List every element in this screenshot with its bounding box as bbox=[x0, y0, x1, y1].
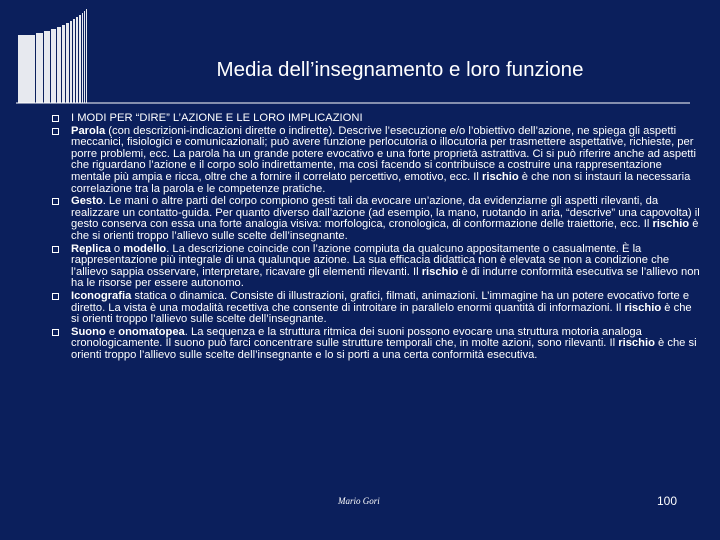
page-number: 100 bbox=[657, 494, 678, 508]
item-text: o bbox=[110, 242, 124, 255]
bullet-item bbox=[52, 327, 702, 362]
item-text: è che si orienti troppo l’allievo sulle scelte dell’insegnante. bbox=[71, 218, 699, 242]
item-text: . Le mani o altre parti del corpo compiono gesti tali da evocare un’azione, da evidenziarne gli aspetti rilevanti, da realizzare un contatto-guida. Per quanto diverso dall’azione (ad esempio, la mano, ruotando in aria, “descrive” una capovolta) il gesto conserva con essa una forte analogia visiva: morfologica, cronologica, di conformazione delle traiettorie, ecc. Il bbox=[71, 195, 700, 231]
square-bullet-icon bbox=[52, 128, 59, 135]
item-text: I MODI PER “DIRE” L’AZIONE E LE LORO IMPLICAZIONI bbox=[71, 112, 363, 124]
slide-title: Media dell’insegnamento e loro funzione bbox=[216, 58, 584, 81]
footer-author: Mario Gori bbox=[338, 496, 380, 506]
bold-term: modello bbox=[123, 242, 167, 255]
bold-term: Gesto bbox=[71, 195, 103, 208]
square-bullet-icon bbox=[52, 246, 59, 253]
item-text: è che non si instauri la necessaria correlazione tra la parola e le competenze pratiche. bbox=[71, 170, 691, 195]
item-text: e bbox=[105, 325, 119, 338]
bullet-item bbox=[52, 244, 702, 290]
item-text: è che si orienti troppo l’allievo sulle scelte dell’insegnante. bbox=[71, 301, 692, 326]
item-text: (con descrizioni-indicazioni dirette o indirette). Descrive l’esecuzione e/o l’obiettivo dell’azione, ne spiega gli aspetti meccanici, fisiologici e comunicazionali; può avere funzione perlocutoria o illocutoria per trasmettere aspettative, richieste, per porre problemi, ecc. La parola ha un grande potere evocativo e una forte proprietà astrattiva. Ci si può riferire anche ad aspetti che riguardano l’azione e il corpo solo indirettamente, ma così facendo si contribuisce a costruire una rappresentazione mentale più ampia e ricca, oltre che a fornire il correlato percettivo, emotivo, ecc. Il bbox=[71, 124, 696, 183]
bullet-list bbox=[52, 113, 702, 362]
bold-term: rischio bbox=[652, 218, 690, 231]
bullet-item bbox=[52, 291, 702, 326]
bullet-item bbox=[52, 113, 702, 125]
bold-term: rischio bbox=[421, 265, 459, 278]
square-bullet-icon bbox=[52, 115, 59, 122]
bold-term: Parola bbox=[71, 124, 106, 137]
square-bullet-icon bbox=[52, 293, 59, 300]
bold-term: Suono bbox=[71, 325, 106, 338]
bullet-item bbox=[52, 196, 702, 242]
bold-term: onomatopea bbox=[118, 325, 185, 338]
square-bullet-icon bbox=[52, 198, 59, 205]
item-text: . La sequenza e la struttura ritmica dei suoni possono evocare una struttura motoria analoga cronologicamente. Il suono può farci concentrare sulle strutture temporali che, in molte azioni, sono rilevanti. Il bbox=[71, 325, 642, 350]
bold-term: rischio bbox=[624, 301, 662, 314]
item-text: è che si orienti troppo l’allievo sulle scelte dell’insegnante e lo si porti a una certa conformità esecutiva. bbox=[71, 337, 697, 361]
bold-term: rischio bbox=[618, 337, 655, 350]
item-text: è di indurre conformità esecutiva se l’allievo non ha le risorse per essere autonomo. bbox=[71, 265, 700, 290]
square-bullet-icon bbox=[52, 329, 59, 336]
bold-term: rischio bbox=[482, 170, 519, 183]
bullet-item bbox=[52, 126, 702, 196]
item-text: statica o dinamica. Consiste di illustrazioni, grafici, filmati, animazioni. L’immagine ha un potere evocativo forte e diretto. La vista è una modalità recettiva che consente di introitare in parallelo enormi quantità di informazioni. Il bbox=[71, 289, 690, 314]
item-text: . La descrizione coincide con l’azione compiuta da qualcuno appositamente o casualmente. È la rappresentazione più integrale di una qualunque azione. La sua efficacia didattica non è elevata se non a condizione che l’allievo sappia osservare, interpretare, ricavare gli elementi rilevanti. Il bbox=[71, 242, 670, 278]
bold-term: Iconografia bbox=[71, 289, 132, 302]
bold-term: Replica bbox=[71, 242, 111, 255]
